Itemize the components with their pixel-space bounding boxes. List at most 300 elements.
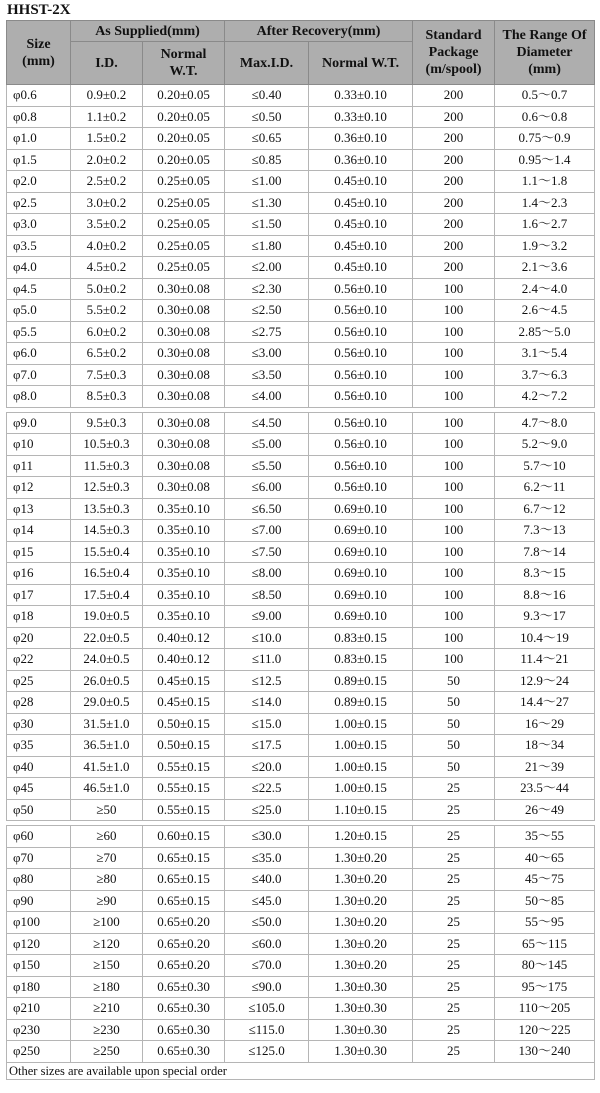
table-cell: 0.35±0.10 [143,563,225,585]
table-cell: 0.25±0.05 [143,257,225,279]
table-cell: 31.5±1.0 [71,713,143,735]
table-cell: 10.5±0.3 [71,434,143,456]
table-cell: 25 [413,976,495,998]
table-row [7,976,595,998]
table-cell: 1.10±0.15 [309,799,413,821]
table-cell: 23.5～44 [495,778,595,800]
table-cell: 0.56±0.10 [309,364,413,386]
table-cell: ≤40.0 [225,869,309,891]
table-cell: 1.30±0.20 [309,933,413,955]
table-cell: ≥230 [71,1019,143,1041]
table-cell: φ120 [7,933,71,955]
table-cell: 100 [413,321,495,343]
table-cell: φ22 [7,649,71,671]
table-cell: 3.5±0.2 [71,214,143,236]
table-cell: 100 [413,606,495,628]
table-cell: 0.30±0.08 [143,455,225,477]
footer-note: Other sizes are available upon special order [7,1062,595,1079]
table-cell: 100 [413,520,495,542]
table-cell: ≤3.50 [225,364,309,386]
table-cell: 0.75～0.9 [495,128,595,150]
table-cell: ≤1.30 [225,192,309,214]
table-cell: 1.30±0.30 [309,1041,413,1063]
table-row [7,826,595,848]
table-body [7,85,595,1063]
table-cell: φ8.0 [7,386,71,408]
table-cell: 0.20±0.05 [143,149,225,171]
table-cell: 0.30±0.08 [143,386,225,408]
table-cell: ≤2.30 [225,278,309,300]
table-cell: 200 [413,235,495,257]
table-cell: 0.56±0.10 [309,343,413,365]
table-cell: 0.56±0.10 [309,455,413,477]
table-cell: 0.33±0.10 [309,85,413,107]
table-cell: ≤0.40 [225,85,309,107]
table-cell: 0.30±0.08 [143,477,225,499]
table-cell: 0.89±0.15 [309,670,413,692]
table-cell: ≤5.00 [225,434,309,456]
table-cell: 12.5±0.3 [71,477,143,499]
table-row [7,434,595,456]
table-cell: 50～85 [495,890,595,912]
table-cell: ≤17.5 [225,735,309,757]
table-cell: 0.56±0.10 [309,412,413,434]
table-cell: ≤105.0 [225,998,309,1020]
table-cell: 100 [413,364,495,386]
table-cell: 40～65 [495,847,595,869]
table-cell: 0.56±0.10 [309,278,413,300]
table-cell: ≤125.0 [225,1041,309,1063]
table-cell: 0.65±0.20 [143,912,225,934]
table-cell: ≥90 [71,890,143,912]
table-cell: φ1.5 [7,149,71,171]
table-cell: 16.5±0.4 [71,563,143,585]
table-cell: 7.8～14 [495,541,595,563]
table-cell: ≤1.80 [225,235,309,257]
table-row [7,321,595,343]
table-cell: ≥120 [71,933,143,955]
table-cell: 0.55±0.15 [143,799,225,821]
table-cell: 0.55±0.15 [143,756,225,778]
table-cell: 36.5±1.0 [71,735,143,757]
table-cell: 2.6～4.5 [495,300,595,322]
table-row [7,998,595,1020]
table-cell: 110～205 [495,998,595,1020]
table-cell: φ35 [7,735,71,757]
table-cell: 200 [413,128,495,150]
table-cell: 0.83±0.15 [309,627,413,649]
table-row [7,955,595,977]
table-cell: ≤1.00 [225,171,309,193]
table-cell: 95～175 [495,976,595,998]
table-cell: 0.60±0.15 [143,826,225,848]
table-cell: 100 [413,386,495,408]
table-cell: 0.30±0.08 [143,412,225,434]
table-cell: 50 [413,735,495,757]
table-cell: 3.0±0.2 [71,192,143,214]
table-row [7,778,595,800]
table-cell: ≤4.50 [225,412,309,434]
table-row [7,364,595,386]
table-cell: 1.30±0.30 [309,976,413,998]
table-cell: 100 [413,434,495,456]
table-cell: φ5.5 [7,321,71,343]
table-row [7,735,595,757]
table-cell: 15.5±0.4 [71,541,143,563]
table-cell: 0.5～0.7 [495,85,595,107]
table-cell: ≤6.50 [225,498,309,520]
table-cell: 1.1±0.2 [71,106,143,128]
table-cell: 1.30±0.30 [309,1019,413,1041]
table-cell: ≤5.50 [225,455,309,477]
table-cell: φ17 [7,584,71,606]
table-cell: 0.56±0.10 [309,477,413,499]
table-cell: 0.45±0.10 [309,171,413,193]
table-cell: 0.30±0.08 [143,300,225,322]
table-row [7,912,595,934]
table-row [7,541,595,563]
header-as-supplied: As Supplied(mm) [71,21,225,42]
table-cell: ≤115.0 [225,1019,309,1041]
table-cell: ≤25.0 [225,799,309,821]
table-cell: ≤14.0 [225,692,309,714]
table-cell: 6.7～12 [495,498,595,520]
table-cell: 200 [413,149,495,171]
table-cell: 0.45±0.10 [309,214,413,236]
table-cell: 0.35±0.10 [143,584,225,606]
table-cell: 0.56±0.10 [309,386,413,408]
table-cell: 13.5±0.3 [71,498,143,520]
table-cell: 0.89±0.15 [309,692,413,714]
table-cell: φ4.0 [7,257,71,279]
table-row [7,584,595,606]
table-cell: 0.35±0.10 [143,498,225,520]
table-cell: 6.5±0.2 [71,343,143,365]
table-row [7,106,595,128]
table-cell: 8.8～16 [495,584,595,606]
table-cell: ≤0.65 [225,128,309,150]
table-cell: 0.33±0.10 [309,106,413,128]
table-cell: ≤35.0 [225,847,309,869]
table-cell: φ20 [7,627,71,649]
table-cell: 0.56±0.10 [309,434,413,456]
table-cell: 200 [413,106,495,128]
table-cell: φ11 [7,455,71,477]
table-cell: 25 [413,1019,495,1041]
table-row [7,847,595,869]
table-cell: 0.25±0.05 [143,214,225,236]
table-cell: 0.25±0.05 [143,192,225,214]
table-cell: 10.4～19 [495,627,595,649]
table-cell: 21～39 [495,756,595,778]
table-cell: 55～95 [495,912,595,934]
table-cell: 0.25±0.05 [143,235,225,257]
table-cell: 1.1～1.8 [495,171,595,193]
table-cell: 18～34 [495,735,595,757]
table-row [7,670,595,692]
table-cell: 100 [413,455,495,477]
table-cell: 24.0±0.5 [71,649,143,671]
table-row [7,343,595,365]
table-cell: 0.30±0.08 [143,321,225,343]
table-cell: 1.5±0.2 [71,128,143,150]
table-cell: 200 [413,257,495,279]
table-cell: ≤3.00 [225,343,309,365]
table-cell: φ0.6 [7,85,71,107]
table-cell: 0.65±0.15 [143,890,225,912]
table-cell: φ210 [7,998,71,1020]
table-cell: 0.25±0.05 [143,171,225,193]
table-cell: φ18 [7,606,71,628]
table-cell: 1.9～3.2 [495,235,595,257]
table-cell: ≤30.0 [225,826,309,848]
table-row [7,606,595,628]
table-cell: φ3.5 [7,235,71,257]
table-cell: ≥70 [71,847,143,869]
table-row [7,128,595,150]
table-cell: 0.50±0.15 [143,713,225,735]
table-cell: ≤60.0 [225,933,309,955]
table-cell: 11.4～21 [495,649,595,671]
table-cell: 50 [413,670,495,692]
table-cell: 100 [413,412,495,434]
table-cell: ≤9.00 [225,606,309,628]
table-cell: ≤2.75 [225,321,309,343]
table-cell: 26.0±0.5 [71,670,143,692]
table-cell: 2.1～3.6 [495,257,595,279]
table-cell: 1.30±0.20 [309,912,413,934]
header-diameter-range: The Range Of Diameter (mm) [495,21,595,85]
table-cell: ≤6.00 [225,477,309,499]
table-cell: 130～240 [495,1041,595,1063]
table-cell: 4.0±0.2 [71,235,143,257]
table-cell: 9.5±0.3 [71,412,143,434]
table-cell: 0.20±0.05 [143,128,225,150]
table-cell: φ40 [7,756,71,778]
table-cell: ≥150 [71,955,143,977]
table-row [7,85,595,107]
table-cell: φ6.0 [7,343,71,365]
table-cell: 17.5±0.4 [71,584,143,606]
table-cell: ≤45.0 [225,890,309,912]
table-cell: 8.3～15 [495,563,595,585]
table-cell: 1.30±0.20 [309,847,413,869]
table-cell: 2.85～5.0 [495,321,595,343]
table-cell: ≤20.0 [225,756,309,778]
table-cell: ≥210 [71,998,143,1020]
table-row [7,563,595,585]
table-cell: 25 [413,778,495,800]
table-cell: 2.0±0.2 [71,149,143,171]
table-cell: ≤2.50 [225,300,309,322]
table-cell: 29.0±0.5 [71,692,143,714]
table-cell: 1.00±0.15 [309,713,413,735]
table-cell: φ230 [7,1019,71,1041]
table-cell: 100 [413,498,495,520]
table-cell: 1.30±0.30 [309,998,413,1020]
table-cell: ≤8.50 [225,584,309,606]
table-cell: ≤11.0 [225,649,309,671]
table-cell: 65～115 [495,933,595,955]
table-cell: 14.5±0.3 [71,520,143,542]
table-row [7,300,595,322]
table-cell: 0.65±0.20 [143,955,225,977]
header-normal-wt: Normal W.T. [309,42,413,85]
table-cell: 100 [413,300,495,322]
table-cell: 0.6～0.8 [495,106,595,128]
table-cell: 1.4～2.3 [495,192,595,214]
table-cell: ≥100 [71,912,143,934]
table-cell: 22.0±0.5 [71,627,143,649]
table-cell: 0.65±0.15 [143,869,225,891]
table-cell: 9.3～17 [495,606,595,628]
table-cell: 1.00±0.15 [309,778,413,800]
table-cell: 0.69±0.10 [309,520,413,542]
table-cell: 0.69±0.10 [309,541,413,563]
table-row [7,386,595,408]
table-cell: 100 [413,627,495,649]
table-cell: 25 [413,1041,495,1063]
table-cell: 1.6～2.7 [495,214,595,236]
table-cell: ≤70.0 [225,955,309,977]
table-cell: 1.20±0.15 [309,826,413,848]
table-cell: 120～225 [495,1019,595,1041]
table-cell: 25 [413,826,495,848]
table-cell: 0.65±0.30 [143,1019,225,1041]
table-cell: 80～145 [495,955,595,977]
spec-table [6,20,595,1080]
table-cell: 25 [413,912,495,934]
table-cell: 0.30±0.08 [143,434,225,456]
table-cell: 25 [413,933,495,955]
header-standard-package: Standard Package (m/spool) [413,21,495,85]
table-cell: 0.30±0.08 [143,278,225,300]
table-cell: ≤15.0 [225,713,309,735]
table-cell: ≤0.50 [225,106,309,128]
table-cell: 0.9±0.2 [71,85,143,107]
table-cell: 0.35±0.10 [143,541,225,563]
table-row [7,498,595,520]
table-cell: ≥80 [71,869,143,891]
table-cell: 25 [413,890,495,912]
table-cell: 12.9～24 [495,670,595,692]
table-cell: 0.56±0.10 [309,321,413,343]
table-cell: 0.83±0.15 [309,649,413,671]
table-cell: 25 [413,799,495,821]
table-cell: φ2.0 [7,171,71,193]
table-cell: 0.65±0.30 [143,976,225,998]
header-id: I.D. [71,42,143,85]
table-cell: 0.45±0.10 [309,192,413,214]
table-cell: φ13 [7,498,71,520]
table-cell: φ9.0 [7,412,71,434]
table-cell: 5.0±0.2 [71,278,143,300]
table-row [7,149,595,171]
table-row [7,933,595,955]
table-cell: 4.5±0.2 [71,257,143,279]
table-cell: ≤8.00 [225,563,309,585]
table-cell: 100 [413,343,495,365]
table-cell: φ80 [7,869,71,891]
table-cell: 4.7～8.0 [495,412,595,434]
table-row [7,713,595,735]
table-cell: 50 [413,692,495,714]
table-cell: 6.2～11 [495,477,595,499]
table-cell: 25 [413,955,495,977]
table-cell: ≤12.5 [225,670,309,692]
table-cell: φ50 [7,799,71,821]
table-cell: 0.69±0.10 [309,498,413,520]
table-cell: 7.5±0.3 [71,364,143,386]
table-cell: ≤2.00 [225,257,309,279]
table-row [7,192,595,214]
table-cell: 0.45±0.15 [143,670,225,692]
table-cell: 2.5±0.2 [71,171,143,193]
table-cell: 46.5±1.0 [71,778,143,800]
table-cell: 0.30±0.08 [143,364,225,386]
table-row [7,1041,595,1063]
table-cell: 100 [413,584,495,606]
table-row [7,257,595,279]
table-cell: φ180 [7,976,71,998]
table-cell: 0.30±0.08 [143,343,225,365]
table-cell: 200 [413,171,495,193]
table-cell: 8.5±0.3 [71,386,143,408]
table-cell: 100 [413,563,495,585]
table-row [7,214,595,236]
table-cell: 5.2～9.0 [495,434,595,456]
table-row [7,412,595,434]
table-cell: φ0.8 [7,106,71,128]
table-cell: 0.20±0.05 [143,85,225,107]
table-cell: 100 [413,541,495,563]
table-cell: 14.4～27 [495,692,595,714]
table-cell: φ250 [7,1041,71,1063]
table-cell: 0.65±0.30 [143,998,225,1020]
table-cell: 0.69±0.10 [309,563,413,585]
table-row [7,520,595,542]
table-cell: 0.65±0.30 [143,1041,225,1063]
table-cell: 0.65±0.15 [143,847,225,869]
table-cell: ≤0.85 [225,149,309,171]
table-cell: φ70 [7,847,71,869]
table-cell: φ4.5 [7,278,71,300]
table-cell: ≥180 [71,976,143,998]
table-cell: φ5.0 [7,300,71,322]
table-cell: 41.5±1.0 [71,756,143,778]
table-cell: ≤7.00 [225,520,309,542]
table-cell: 7.3～13 [495,520,595,542]
table-cell: 100 [413,477,495,499]
table-row [7,455,595,477]
table-cell: 0.40±0.12 [143,627,225,649]
table-cell: 4.2～7.2 [495,386,595,408]
table-cell: φ45 [7,778,71,800]
table-row [7,649,595,671]
table-row [7,799,595,821]
table-cell: φ15 [7,541,71,563]
table-row [7,869,595,891]
header-wall-thickness: Normal W.T. [143,42,225,85]
table-cell: φ2.5 [7,192,71,214]
table-cell: ≤22.5 [225,778,309,800]
table-cell: ≥250 [71,1041,143,1063]
table-row [7,171,595,193]
table-cell: 100 [413,278,495,300]
table-row [7,692,595,714]
page-title: HHST-2X [7,2,71,18]
table-cell: φ30 [7,713,71,735]
